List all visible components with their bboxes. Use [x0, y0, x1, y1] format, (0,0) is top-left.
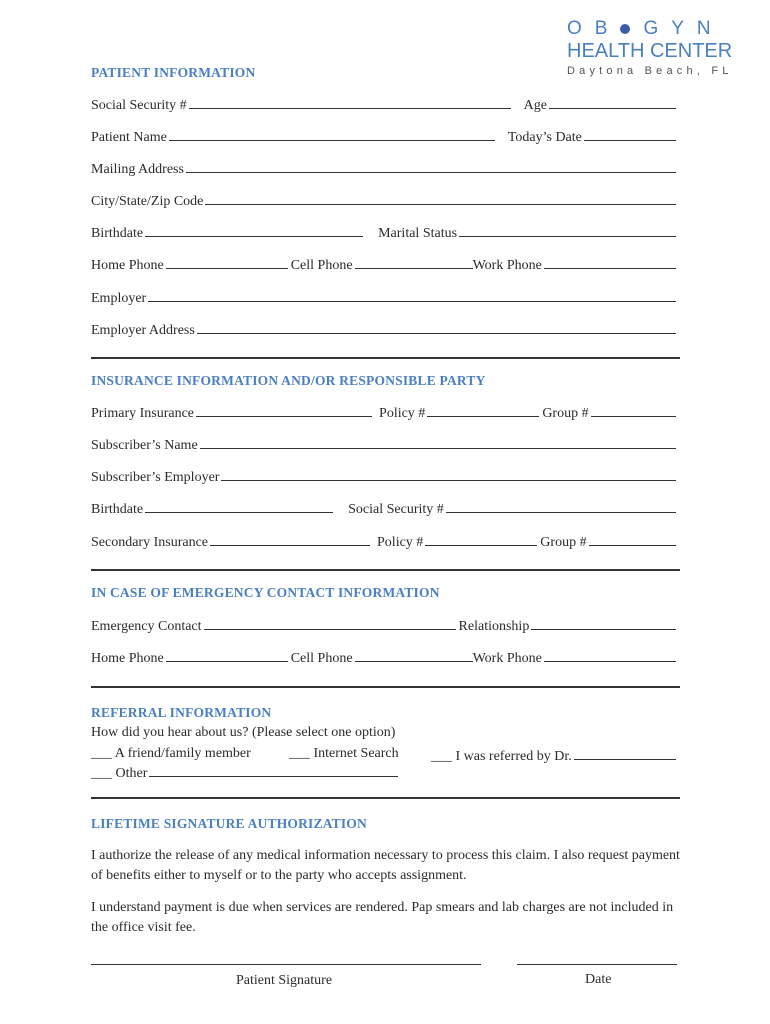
payment-paragraph: I understand payment is due when services are rendered. Pap smears and lab charges are not included in the office visit fee. — [91, 900, 674, 935]
policy-field[interactable] — [427, 415, 539, 417]
todays-date-label: Today’s Date — [507, 130, 582, 145]
logo-dot-icon — [620, 24, 630, 34]
emergency-heading: IN CASE OF EMERGENCY CONTACT INFORMATION — [91, 585, 440, 600]
group-field[interactable] — [591, 415, 676, 417]
ssn-label: Social Security # — [91, 98, 187, 113]
employer-field[interactable] — [148, 300, 676, 302]
emergency-contact-field[interactable] — [204, 628, 456, 630]
ssn-field[interactable] — [189, 107, 511, 109]
primary-insurance-label: Primary Insurance — [91, 406, 195, 421]
section-divider — [91, 686, 680, 688]
cell-phone-field[interactable] — [355, 267, 473, 269]
emergency-cell-phone-label: Cell Phone — [290, 651, 353, 666]
secondary-policy-field[interactable] — [425, 544, 537, 546]
secondary-group-label: Group # — [540, 535, 587, 550]
subscriber-employer-label: Subscriber’s Employer — [91, 470, 220, 485]
row-birthdate-marital — [91, 222, 679, 242]
row-phones — [91, 254, 679, 274]
section-divider — [91, 357, 680, 359]
subscriber-ssn-field[interactable] — [446, 511, 676, 513]
row-subscriber-employer — [91, 466, 679, 486]
todays-date-field[interactable] — [584, 139, 676, 141]
row-subscriber-name — [91, 434, 679, 454]
row-emergency-phones — [91, 647, 679, 667]
secondary-policy-label: Policy # — [377, 535, 424, 550]
secondary-insurance-field[interactable] — [210, 544, 370, 546]
row-emergency-contact — [91, 615, 679, 635]
emergency-work-phone-field[interactable] — [544, 660, 676, 662]
secondary-insurance-label: Secondary Insurance — [91, 535, 209, 550]
row-name-date — [91, 126, 679, 146]
emergency-work-phone-label: Work Phone — [472, 651, 542, 666]
group-label: Group # — [542, 406, 589, 421]
emergency-home-phone-field[interactable] — [166, 660, 288, 662]
primary-insurance-field[interactable] — [196, 415, 372, 417]
logo-top-text — [567, 18, 727, 40]
birthdate-label: Birthdate — [91, 226, 144, 241]
subscriber-ssn-label: Social Security # — [348, 502, 444, 517]
logo-gyn: GYN — [643, 18, 724, 39]
logo-ob: OB — [567, 18, 621, 39]
clinic-logo — [567, 18, 733, 78]
row-option-other — [91, 762, 401, 782]
option-internet-search[interactable]: ___ Internet Search — [289, 746, 399, 761]
patient-name-field[interactable] — [169, 139, 495, 141]
row-employer-address — [91, 319, 679, 339]
patient-info-heading: PATIENT INFORMATION — [91, 65, 256, 80]
employer-address-field[interactable] — [197, 332, 676, 334]
insurance-heading: INSURANCE INFORMATION AND/OR RESPONSIBLE PARTY — [91, 373, 486, 388]
row-city — [91, 190, 679, 210]
home-phone-label: Home Phone — [91, 258, 164, 273]
city-state-zip-field[interactable] — [205, 203, 676, 205]
marital-status-label: Marital Status — [378, 226, 458, 241]
option-friend-family[interactable]: ___ A friend/family member — [91, 746, 251, 761]
option-other[interactable]: ___ Other — [91, 766, 148, 781]
other-field[interactable] — [149, 775, 398, 777]
signature-date-caption: Date — [585, 972, 612, 987]
signature-date-line[interactable] — [517, 964, 677, 965]
secondary-group-field[interactable] — [589, 544, 676, 546]
subscriber-birthdate-field[interactable] — [145, 511, 333, 513]
relationship-label: Relationship — [458, 619, 530, 634]
home-phone-field[interactable] — [166, 267, 288, 269]
patient-name-label: Patient Name — [91, 130, 167, 145]
age-field[interactable] — [549, 107, 676, 109]
emergency-cell-phone-field[interactable] — [355, 660, 473, 662]
authorization-paragraph: I authorize the release of any medical information necessary to process this claim. I also request payment of benefits either to myself or to the party who accepts assignment. — [91, 848, 680, 883]
marital-status-field[interactable] — [459, 235, 676, 237]
row-primary-insurance — [91, 402, 679, 422]
emergency-home-phone-label: Home Phone — [91, 651, 164, 666]
referral-question: How did you hear about us? (Please select one option) — [91, 725, 396, 740]
row-employer — [91, 287, 679, 307]
row-ssn-age — [91, 94, 679, 114]
row-subscriber-birthdate-ssn — [91, 498, 679, 518]
work-phone-field[interactable] — [544, 267, 676, 269]
logo-location: Daytona Beach, FL — [567, 65, 733, 77]
patient-signature-line[interactable] — [91, 964, 481, 965]
referring-doctor-field[interactable] — [574, 758, 676, 760]
mailing-address-field[interactable] — [186, 171, 676, 173]
relationship-field[interactable] — [531, 628, 676, 630]
subscriber-name-field[interactable] — [200, 447, 676, 449]
section-divider — [91, 797, 680, 799]
city-state-zip-label: City/State/Zip Code — [91, 194, 204, 209]
employer-label: Employer — [91, 291, 147, 306]
referral-heading: REFERRAL INFORMATION — [91, 705, 272, 720]
emergency-contact-label: Emergency Contact — [91, 619, 202, 634]
work-phone-label: Work Phone — [472, 258, 542, 273]
section-divider — [91, 569, 680, 571]
subscriber-employer-field[interactable] — [221, 479, 676, 481]
row-option-referred — [431, 745, 679, 765]
logo-middle-text: HEALTH CENTER — [567, 40, 733, 62]
subscriber-birthdate-label: Birthdate — [91, 502, 144, 517]
patient-signature-caption: Patient Signature — [236, 973, 333, 988]
mailing-address-label: Mailing Address — [91, 162, 184, 177]
row-mailing — [91, 158, 679, 178]
row-secondary-insurance — [91, 531, 679, 551]
age-label: Age — [523, 98, 547, 113]
policy-label: Policy # — [379, 406, 426, 421]
subscriber-name-label: Subscriber’s Name — [91, 438, 198, 453]
option-referred-by-dr[interactable]: ___ I was referred by Dr. — [431, 749, 572, 764]
signature-heading: LIFETIME SIGNATURE AUTHORIZATION — [91, 816, 367, 831]
cell-phone-label: Cell Phone — [290, 258, 353, 273]
birthdate-field[interactable] — [145, 235, 363, 237]
employer-address-label: Employer Address — [91, 323, 195, 338]
